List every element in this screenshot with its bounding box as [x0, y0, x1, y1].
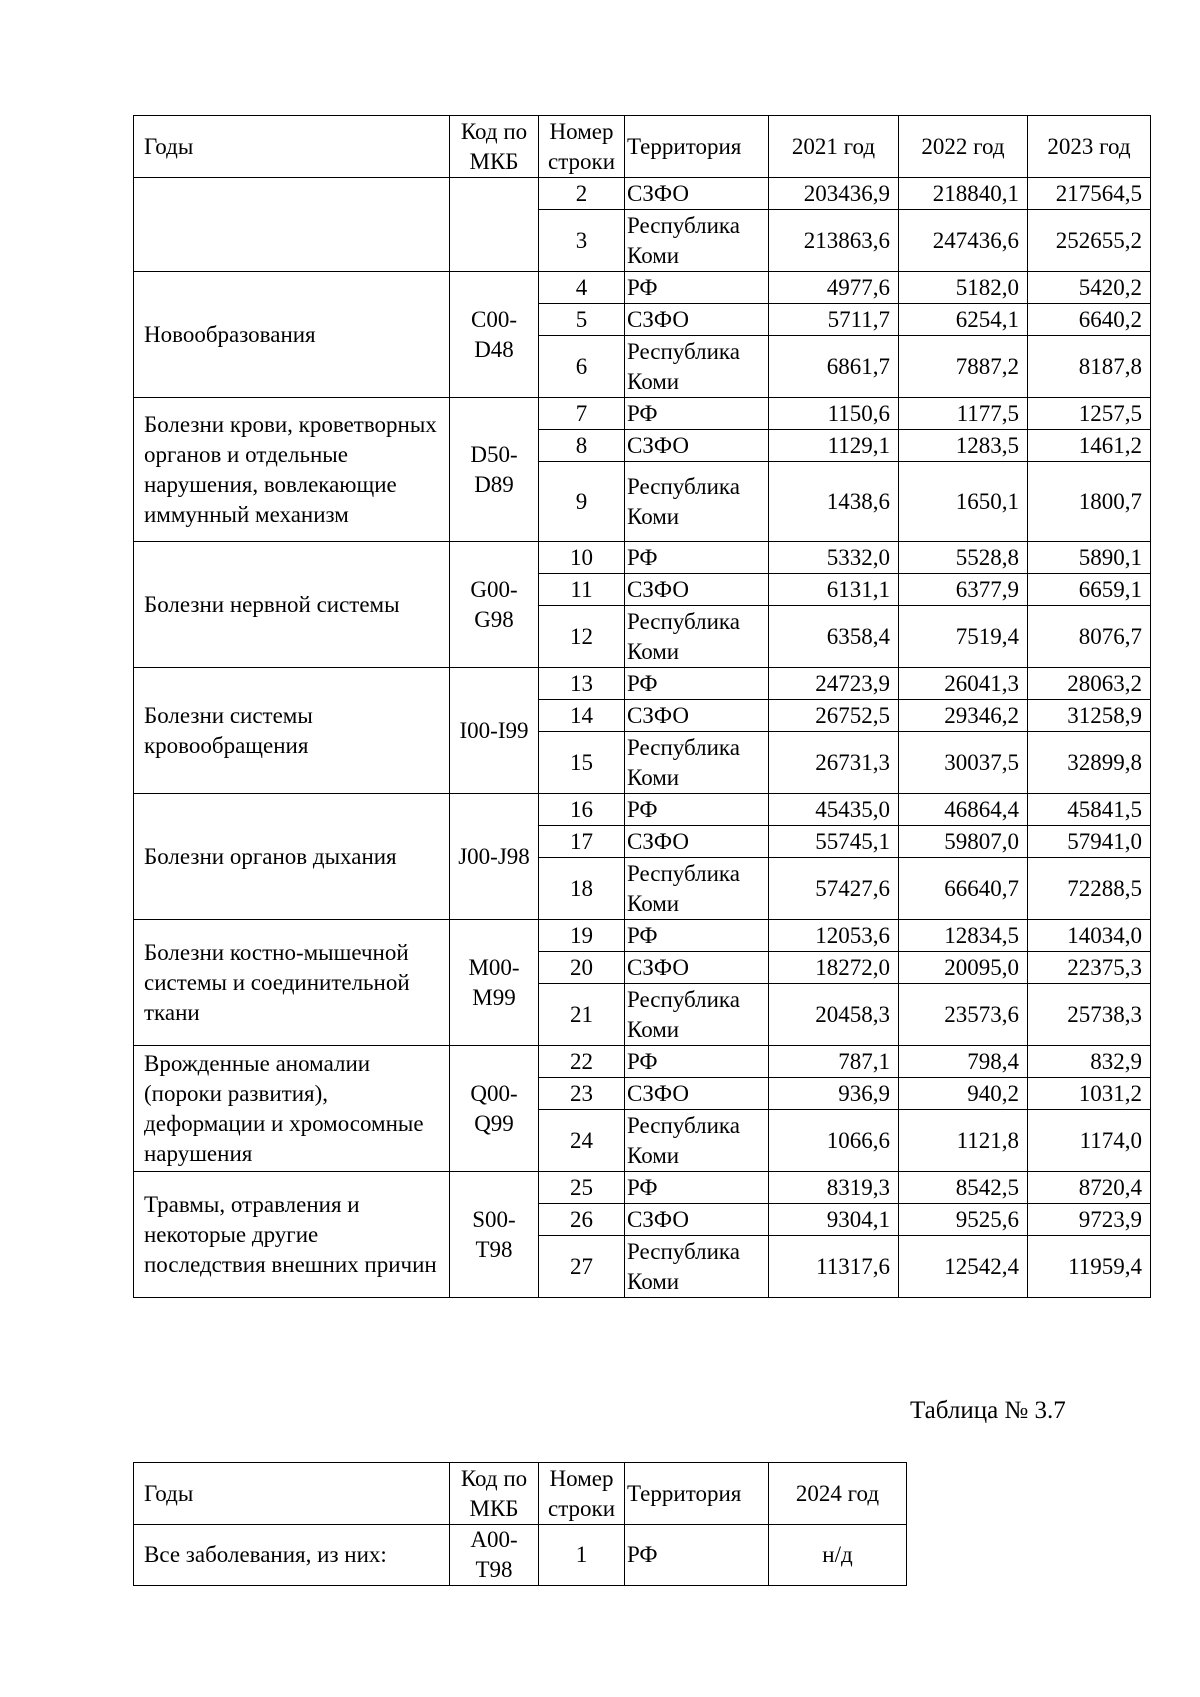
- value-2023-cell: 1800,7: [1028, 462, 1151, 542]
- row-number-cell: 8: [539, 430, 625, 462]
- icd-code-cell: J00-J98: [450, 794, 539, 920]
- territory-cell: СЗФО: [625, 700, 769, 732]
- row-number-cell: 13: [539, 668, 625, 700]
- table-row: [134, 542, 1151, 574]
- value-2021-cell: 9304,1: [769, 1204, 899, 1236]
- header-territory: Территория: [625, 116, 769, 178]
- value-2023-cell: 11959,4: [1028, 1236, 1151, 1298]
- territory-cell: Республика Коми: [625, 1236, 769, 1298]
- value-2021-cell: 8319,3: [769, 1172, 899, 1204]
- value-2023-cell: 252655,2: [1028, 210, 1151, 272]
- header-icd-code: Код по МКБ: [450, 1463, 539, 1525]
- value-2022-cell: 798,4: [899, 1046, 1028, 1078]
- row-number-cell: 7: [539, 398, 625, 430]
- territory-cell: РФ: [625, 920, 769, 952]
- territory-cell: СЗФО: [625, 826, 769, 858]
- value-2022-cell: 218840,1: [899, 178, 1028, 210]
- value-2021-cell: 11317,6: [769, 1236, 899, 1298]
- header-territory: Территория: [625, 1463, 769, 1525]
- territory-cell: Республика Коми: [625, 606, 769, 668]
- header-2021: 2021 год: [769, 116, 899, 178]
- morbidity-table-2021-2023: [133, 115, 1151, 1298]
- group-name-cell: Болезни крови, кроветворных органов и отдельные нарушения, вовлекающие иммунный механизм: [134, 398, 450, 542]
- icd-code-cell: C00-D48: [450, 272, 539, 398]
- value-2022-cell: 1283,5: [899, 430, 1028, 462]
- row-number-cell: 4: [539, 272, 625, 304]
- value-2021-cell: 55745,1: [769, 826, 899, 858]
- territory-cell: СЗФО: [625, 952, 769, 984]
- header-row-number: Номер строки: [539, 1463, 625, 1525]
- value-2021-cell: 1150,6: [769, 398, 899, 430]
- row-number-cell: 11: [539, 574, 625, 606]
- value-2023-cell: 45841,5: [1028, 794, 1151, 826]
- value-2022-cell: 9525,6: [899, 1204, 1028, 1236]
- value-2023-cell: 832,9: [1028, 1046, 1151, 1078]
- header-row: [134, 1463, 907, 1525]
- value-2024-cell: н/д: [769, 1525, 907, 1586]
- value-2023-cell: 1461,2: [1028, 430, 1151, 462]
- territory-cell: СЗФО: [625, 1204, 769, 1236]
- territory-cell: РФ: [625, 542, 769, 574]
- value-2023-cell: 25738,3: [1028, 984, 1151, 1046]
- row-number-cell: 17: [539, 826, 625, 858]
- territory-cell: СЗФО: [625, 304, 769, 336]
- row-number-cell: 24: [539, 1110, 625, 1172]
- icd-code-cell: S00-T98: [450, 1172, 539, 1298]
- territory-cell: РФ: [625, 794, 769, 826]
- territory-cell: РФ: [625, 1525, 769, 1586]
- header-row: [134, 116, 1151, 178]
- value-2022-cell: 8542,5: [899, 1172, 1028, 1204]
- value-2021-cell: 1129,1: [769, 430, 899, 462]
- icd-code-cell: D50-D89: [450, 398, 539, 542]
- territory-cell: Республика Коми: [625, 984, 769, 1046]
- value-2022-cell: 29346,2: [899, 700, 1028, 732]
- table-row: [134, 668, 1151, 700]
- value-2023-cell: 31258,9: [1028, 700, 1151, 732]
- value-2022-cell: 7519,4: [899, 606, 1028, 668]
- icd-code-cell: [450, 178, 539, 272]
- row-number-cell: 23: [539, 1078, 625, 1110]
- value-2022-cell: 46864,4: [899, 794, 1028, 826]
- value-2021-cell: 20458,3: [769, 984, 899, 1046]
- value-2022-cell: 940,2: [899, 1078, 1028, 1110]
- value-2021-cell: 12053,6: [769, 920, 899, 952]
- value-2022-cell: 1650,1: [899, 462, 1028, 542]
- value-2023-cell: 5420,2: [1028, 272, 1151, 304]
- header-years: Годы: [134, 116, 450, 178]
- row-number-cell: 27: [539, 1236, 625, 1298]
- row-number-cell: 19: [539, 920, 625, 952]
- value-2023-cell: 22375,3: [1028, 952, 1151, 984]
- group-name-cell: Новообразования: [134, 272, 450, 398]
- table-row: [134, 272, 1151, 304]
- group-name-cell: Болезни костно-мышечной системы и соединительной ткани: [134, 920, 450, 1046]
- value-2022-cell: 26041,3: [899, 668, 1028, 700]
- value-2023-cell: 57941,0: [1028, 826, 1151, 858]
- group-name-cell: Все заболевания, из них:: [134, 1525, 450, 1586]
- value-2021-cell: 213863,6: [769, 210, 899, 272]
- table-row: [134, 794, 1151, 826]
- header-years: Годы: [134, 1463, 450, 1525]
- value-2022-cell: 20095,0: [899, 952, 1028, 984]
- table-row: [134, 178, 1151, 210]
- icd-code-cell: G00-G98: [450, 542, 539, 668]
- territory-cell: СЗФО: [625, 178, 769, 210]
- header-row-number: Номер строки: [539, 116, 625, 178]
- group-name-cell: Врожденные аномалии (пороки развития), деформации и хромосомные нарушения: [134, 1046, 450, 1172]
- header-icd-code: Код по МКБ: [450, 116, 539, 178]
- row-number-cell: 22: [539, 1046, 625, 1078]
- group-name-cell: [134, 178, 450, 272]
- value-2021-cell: 45435,0: [769, 794, 899, 826]
- header-2024: 2024 год: [769, 1463, 907, 1525]
- territory-cell: Республика Коми: [625, 462, 769, 542]
- value-2023-cell: 1174,0: [1028, 1110, 1151, 1172]
- territory-cell: РФ: [625, 668, 769, 700]
- territory-cell: РФ: [625, 398, 769, 430]
- territory-cell: Республика Коми: [625, 732, 769, 794]
- value-2021-cell: 6131,1: [769, 574, 899, 606]
- territory-cell: СЗФО: [625, 430, 769, 462]
- header-2023: 2023 год: [1028, 116, 1151, 178]
- value-2021-cell: 5332,0: [769, 542, 899, 574]
- value-2022-cell: 12542,4: [899, 1236, 1028, 1298]
- value-2023-cell: 217564,5: [1028, 178, 1151, 210]
- territory-cell: РФ: [625, 272, 769, 304]
- value-2022-cell: 12834,5: [899, 920, 1028, 952]
- value-2023-cell: 8076,7: [1028, 606, 1151, 668]
- value-2021-cell: 4977,6: [769, 272, 899, 304]
- value-2021-cell: 1066,6: [769, 1110, 899, 1172]
- table-caption: Таблица № 3.7: [910, 1397, 1066, 1424]
- value-2021-cell: 5711,7: [769, 304, 899, 336]
- value-2023-cell: 1031,2: [1028, 1078, 1151, 1110]
- row-number-cell: 26: [539, 1204, 625, 1236]
- value-2023-cell: 8187,8: [1028, 336, 1151, 398]
- row-number-cell: 15: [539, 732, 625, 794]
- value-2023-cell: 14034,0: [1028, 920, 1151, 952]
- icd-code-cell: M00-M99: [450, 920, 539, 1046]
- value-2022-cell: 6377,9: [899, 574, 1028, 606]
- table-row: [134, 920, 1151, 952]
- group-name-cell: Болезни органов дыхания: [134, 794, 450, 920]
- group-name-cell: Травмы, отравления и некоторые другие последствия внешних причин: [134, 1172, 450, 1298]
- row-number-cell: 21: [539, 984, 625, 1046]
- icd-code-cell: I00-I99: [450, 668, 539, 794]
- territory-cell: Республика Коми: [625, 858, 769, 920]
- value-2021-cell: 57427,6: [769, 858, 899, 920]
- icd-code-cell: Q00-Q99: [450, 1046, 539, 1172]
- value-2021-cell: 787,1: [769, 1046, 899, 1078]
- morbidity-table-2024: [133, 1462, 907, 1586]
- territory-cell: Республика Коми: [625, 1110, 769, 1172]
- value-2023-cell: 32899,8: [1028, 732, 1151, 794]
- header-2022: 2022 год: [899, 116, 1028, 178]
- table-row: [134, 1172, 1151, 1204]
- row-number-cell: 1: [539, 1525, 625, 1586]
- value-2022-cell: 1177,5: [899, 398, 1028, 430]
- value-2023-cell: 6659,1: [1028, 574, 1151, 606]
- territory-cell: РФ: [625, 1046, 769, 1078]
- row-number-cell: 5: [539, 304, 625, 336]
- row-number-cell: 2: [539, 178, 625, 210]
- value-2021-cell: 24723,9: [769, 668, 899, 700]
- value-2023-cell: 6640,2: [1028, 304, 1151, 336]
- row-number-cell: 3: [539, 210, 625, 272]
- value-2021-cell: 6358,4: [769, 606, 899, 668]
- value-2021-cell: 26731,3: [769, 732, 899, 794]
- value-2021-cell: 936,9: [769, 1078, 899, 1110]
- value-2023-cell: 28063,2: [1028, 668, 1151, 700]
- row-number-cell: 14: [539, 700, 625, 732]
- value-2022-cell: 1121,8: [899, 1110, 1028, 1172]
- row-number-cell: 16: [539, 794, 625, 826]
- row-number-cell: 18: [539, 858, 625, 920]
- value-2021-cell: 18272,0: [769, 952, 899, 984]
- value-2022-cell: 6254,1: [899, 304, 1028, 336]
- value-2023-cell: 5890,1: [1028, 542, 1151, 574]
- value-2023-cell: 72288,5: [1028, 858, 1151, 920]
- value-2022-cell: 247436,6: [899, 210, 1028, 272]
- row-number-cell: 12: [539, 606, 625, 668]
- territory-cell: Республика Коми: [625, 336, 769, 398]
- row-number-cell: 20: [539, 952, 625, 984]
- icd-code-cell: A00-T98: [450, 1525, 539, 1586]
- territory-cell: СЗФО: [625, 574, 769, 606]
- territory-cell: Республика Коми: [625, 210, 769, 272]
- territory-cell: РФ: [625, 1172, 769, 1204]
- table-row: [134, 398, 1151, 430]
- value-2021-cell: 1438,6: [769, 462, 899, 542]
- table-row: [134, 1046, 1151, 1078]
- value-2023-cell: 9723,9: [1028, 1204, 1151, 1236]
- value-2022-cell: 5182,0: [899, 272, 1028, 304]
- value-2022-cell: 7887,2: [899, 336, 1028, 398]
- value-2023-cell: 1257,5: [1028, 398, 1151, 430]
- value-2021-cell: 203436,9: [769, 178, 899, 210]
- territory-cell: СЗФО: [625, 1078, 769, 1110]
- value-2022-cell: 23573,6: [899, 984, 1028, 1046]
- value-2022-cell: 30037,5: [899, 732, 1028, 794]
- row-number-cell: 10: [539, 542, 625, 574]
- value-2021-cell: 26752,5: [769, 700, 899, 732]
- value-2022-cell: 66640,7: [899, 858, 1028, 920]
- group-name-cell: Болезни системы кровообращения: [134, 668, 450, 794]
- row-number-cell: 9: [539, 462, 625, 542]
- value-2023-cell: 8720,4: [1028, 1172, 1151, 1204]
- row-number-cell: 25: [539, 1172, 625, 1204]
- table-row: [134, 1525, 907, 1586]
- group-name-cell: Болезни нервной системы: [134, 542, 450, 668]
- value-2022-cell: 59807,0: [899, 826, 1028, 858]
- value-2021-cell: 6861,7: [769, 336, 899, 398]
- value-2022-cell: 5528,8: [899, 542, 1028, 574]
- row-number-cell: 6: [539, 336, 625, 398]
